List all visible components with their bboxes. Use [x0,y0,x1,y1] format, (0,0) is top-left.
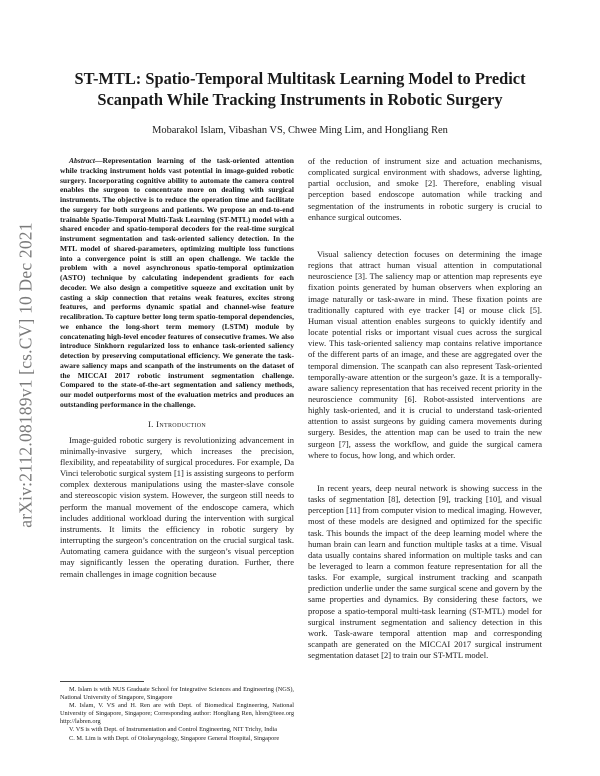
footnotes [60,686,294,743]
abstract [60,156,294,410]
paper-title: ST-MTL: Spatio-Temporal Multitask Learning Model to Predict Scanpath While Tracking Instruments in Robotic Surgery [74,69,526,109]
footnote: V. VS is with Dept. of Instrumentation and Control Engineering, NIT Trichy, India [69,726,278,734]
footnote-rule [60,681,144,682]
author-list: Mobarakol Islam, Vibashan VS, Chwee Ming Lim, and Hongliang Ren [152,125,448,136]
left-column [60,156,294,580]
footnote: C. M. Lim is with Dept. of Otolaryngology, Singapore General Hospital, Singapore [69,734,280,742]
arxiv-stamp-text: arXiv:2112.08189v1 [cs.CV] 10 Dec 2021 [15,222,36,528]
body-paragraph: In recent years, deep neural network is showing success in the tasks of segmentation [8], detection [9], tracking [10], and visual perception [11] from computer vision to medical imaging. However, most of these models are designed and optimized for the specific task. This bounds the impact of the deep learning model where the human brain can learn and function multiple tasks at a time. Visual data usually contains shared information on multiple tasks and can be leveraged to learn a common feature representation for all the tasks. For example, surgical instrument tracking and scanpath prediction underlie under the same surgical scene and govern by the same properties and dynamics. By considering these factors, we propose a spatio-temporal multi-task learning (ST-MTL) model for surgical instrument segmentation and saliency detection in this work. Task-aware temporal attention map and corresponding scanpath are generated on the MICCAI 2017 surgical instrument segmentation dataset [2] to train our ST-MTL model. [308,482,542,661]
footnote: M. Islam is with NUS Graduate School for Integrative Sciences and Engineering (NGS), National University of Singapore, Singapore [60,686,294,702]
right-column [308,156,542,661]
footnote: M. Islam, V. VS and H. Ren are with Dept. of Biomedical Engineering, National University of Singapore, Singapore; Corresponding author: Hongliang Ren, hlren@ieee.org http://labren.org [60,702,294,726]
paragraph-gap [308,461,542,483]
body-paragraph: Visual saliency detection focuses on determining the image regions that attract human visual attention in computational neuroscience [3]. The saliency map or attention map represents eye fixation points generated by human observers when exploring an image naturally or task-aware in mind. These fixation points are traditionally captured with eye tracker [4] or mouse click [5]. Human visual attention enables surgeons to quickly identify and locate potential risks or important visual cues across the surgical view. This task-oriented saliency map contains relative importance of the different parts of an image, and these are aggregated over the temporal dimension. The scanpath can also represent Task-oriented temporally-aware attention or the surgeon’s gaze. It is a temporally-aware saliency representation that has received recent priority in the neuroscience community [6]. Robot-assisted interventions are highly task-oriented, and it is crucial to understand task-oriented attention to assist surgeons by guiding camera movements during surgery. Besides, the attention map can be used to train the new surgeon [7], assess the workflow, and guide the surgical camera where to focus, how long, and which order. [308,248,542,460]
paragraph-gap [308,223,542,249]
abstract-text: —Representation learning of the task-oriented attention while tracking instrument holds vast potential in image-guided robotic surgery. Incorporating cognitive ability to automate the camera control enables the surgeon to concentrate more on dealing with surgical instruments. The objective is to reduce the operation time and facilitate the surgery for both surgeons and patients. We propose an end-to-end trainable Spatio-Temporal Multi-Task Learning (ST-MTL) model with a shared encoder and spatio-temporal decoders for the real-time surgical instrument segmentation and task-oriented saliency detection. In the MTL model of shared-parameters, optimizing multiple loss functions into a convergence point is still an open challenge. We tackle the problem with a novel asynchronous spatio-temporal optimization (ASTO) technique by calculating independent gradients for each decoder. We also design a competitive squeeze and excitation unit by casting a skip connection that retains weak features, excites strong features, and performs dynamic spatial and channel-wise feature recalibration. To capture better long term spatio-temporal dependencies, we enhance the long-short term memory (LSTM) module by concatenating high-level encoder features of consecutive frames. We also introduce Sinkhorn regularized loss to enhance task-oriented saliency detection by preserving computational efficiency. We generate the task-aware saliency maps and scanpath of the instruments on the dataset of the MICCAI 2017 robotic instrument segmentation challenge. Compared to the state-of-the-art segmentation and saliency methods, our model outperforms most of the evaluation metrics and produces an outstanding performance in the challenge. [60,156,294,409]
body-paragraph: of the reduction of instrument size and actuation mechanisms, complicated surgical environment with shadows, adverse lighting, partial occlusion, and smoke [2]. Therefore, enabling visual perception based endoscope automation while tracking and segmentation of the instruments in robotic surgery is crucial to enhance surgical outcomes. [308,156,542,222]
section-heading-introduction: I. Introduction [147,418,207,429]
abstract-label: Abstract [69,156,95,165]
intro-paragraph: Image-guided robotic surgery is revolutionizing advancement in minimally-invasive surgery, which increases the precision, flexibility, and repeatability of surgical procedures. For example, Da Vinci telerobotic surgical system [1] is assisting surgeons to perform complex dexterous manipulations using the master-slave console and stereoscopic vision system. However, the surgeon still needs to perform the manual movement of the endoscope camera, which includes additional workload during the intervention with surgical instruments. It limits the efficiency in robotic surgery by interrupting the surgeon’s concentration on the crucial surgical task. Automating camera guidance with the surgeon’s visual perception may significantly lessen the operating duration. Further, there remain challenges in image cognition because [60,434,294,579]
arxiv-identifier-stamp [14,150,38,600]
